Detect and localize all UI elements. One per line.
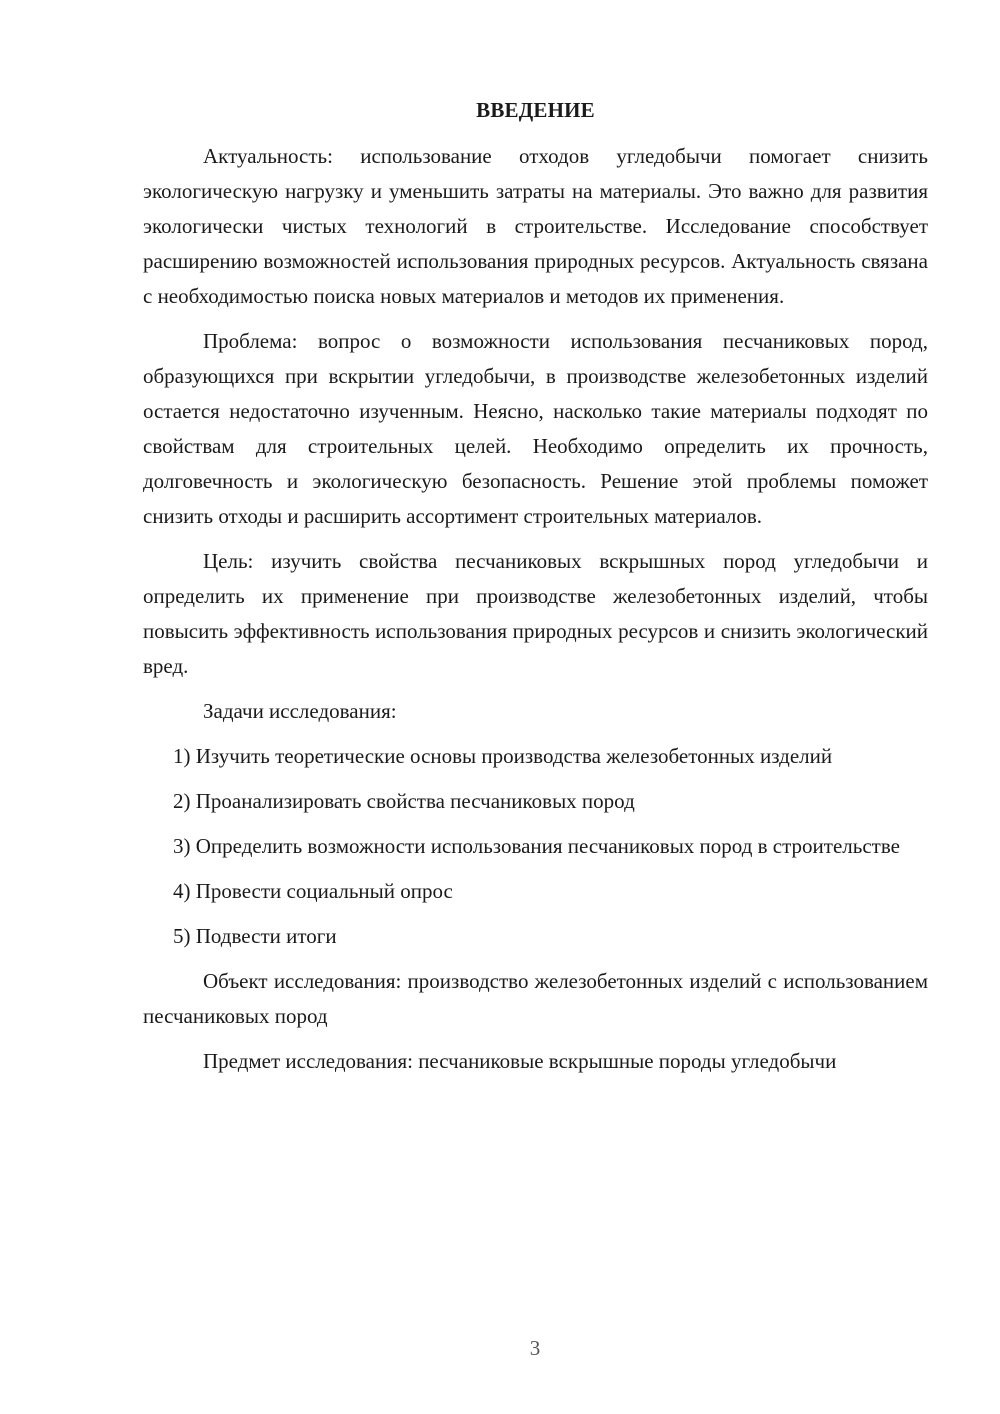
paragraph-relevance: Актуальность: использование отходов угледобычи помогает снизить экологическую нагрузку и уменьшить затраты на материалы. Это важно для развития экологически чистых технологий в строительстве. Исследование способствует расширению возможностей использования природных ресурсов. Актуальность связана с необходимостью поиска новых материалов и методов их применения. bbox=[143, 144, 928, 308]
tasks-heading: Задачи исследования: bbox=[203, 699, 397, 723]
task-item-2: 2) Проанализировать свойства песчаниковых пород bbox=[173, 789, 635, 813]
page-number: 3 bbox=[529, 1336, 541, 1360]
task-item-5: 5) Подвести итоги bbox=[173, 924, 337, 948]
paragraph-problem: Проблема: вопрос о возможности использования песчаниковых пород, образующихся при вскрытии угледобычи, в производстве железобетонных изделий остается недостаточно изученным. Неясно, насколько такие материалы подходят по свойствам для строительных целей. Необходимо определить их прочность, долговечность и экологическую безопасность. Решение этой проблемы поможет снизить отходы и расширить ассортимент строительных материалов. bbox=[143, 329, 928, 528]
task-item-4: 4) Провести социальный опрос bbox=[173, 879, 453, 903]
document-page bbox=[143, 95, 928, 1089]
task-item-1: 1) Изучить теоретические основы производства железобетонных изделий bbox=[173, 744, 833, 768]
task-item-3: 3) Определить возможности использования песчаниковых пород в строительстве bbox=[173, 834, 900, 858]
paragraph-subject: Предмет исследования: песчаниковые вскрышные породы угледобычи bbox=[203, 1049, 837, 1073]
paragraph-object: Объект исследования: производство железобетонных изделий с использованием песчаниковых пород bbox=[143, 969, 928, 1028]
page-title: ВВЕДЕНИЕ bbox=[476, 98, 595, 122]
paragraph-goal: Цель: изучить свойства песчаниковых вскрышных пород угледобычи и определить их применение при производстве железобетонных изделий, чтобы повысить эффективность использования природных ресурсов и снизить экологический вред. bbox=[143, 549, 928, 678]
